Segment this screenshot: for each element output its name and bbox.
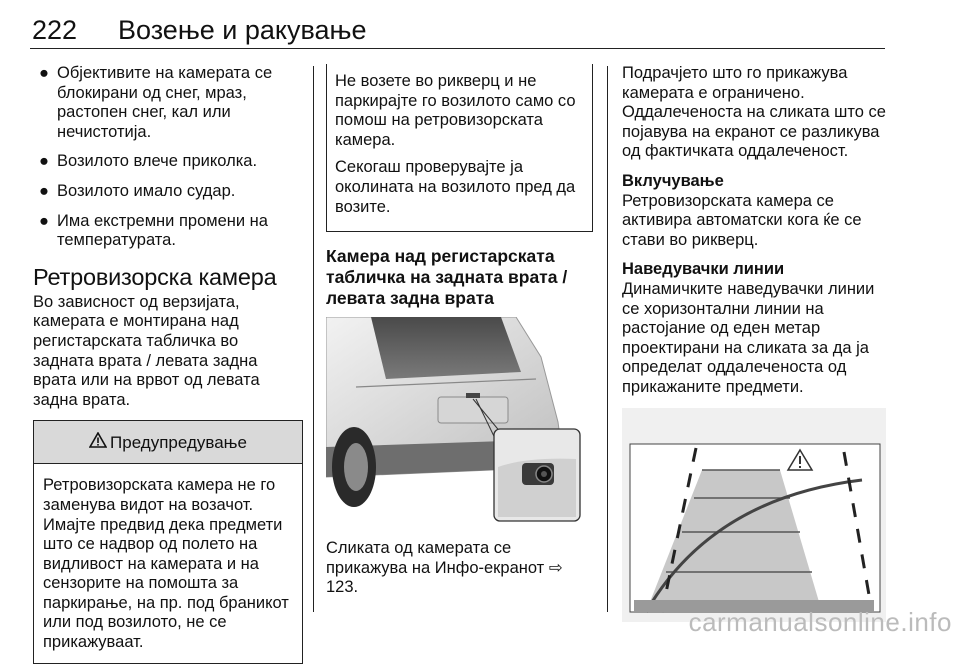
intro-paragraph: Во зависност од верзијата, камерата е монтирана над регистарската табличка во задната врата / левата задна врата или на врвот од левата задна врата.	[33, 292, 260, 409]
list-item: ● Објективите на камерата се блокирани од снег, мраз, растопен снег, кал или нечистотија.	[39, 64, 273, 141]
column-3	[622, 64, 892, 622]
bullet-icon: ●	[39, 211, 49, 230]
guideline-display-illustration	[622, 408, 886, 622]
guidelines-heading: Наведувачки линии	[622, 260, 785, 279]
warning-box	[33, 420, 303, 663]
warning-header	[34, 421, 302, 464]
paragraph: Подрачјето што го прикажува камерата е ограничено. Оддалеченоста на сликата што се појавува на екранот се разликува од фактичката оддалеченост.	[622, 64, 886, 161]
page-title: Возење и ракување	[118, 15, 367, 45]
column-2	[326, 64, 596, 608]
bullet-icon: ●	[39, 64, 49, 82]
activation-paragraph: Ретровизорската камера се активира автоматски кога ќе се стави во рикверц.	[622, 191, 862, 249]
list-item: ● Возилото влече приколка.	[39, 152, 258, 171]
warning-box-continued	[326, 64, 593, 232]
bullet-icon: ●	[39, 152, 49, 171]
note-paragraph: Секогаш проверувајте ја околината на возилото пред да возите.	[335, 158, 576, 216]
page-reference-icon: ⇨	[548, 558, 563, 577]
column-divider	[607, 66, 608, 612]
section-title: Ретровизорска камера	[33, 263, 277, 290]
note-paragraph: Не возете во рикверц и не паркирајте го возилото само со помош на ретровизорската камера.	[335, 72, 576, 149]
warning-text: Ретровизорската камера не го заменува видот на возачот. Имајте предвид дека предмети што се надвор од полето на видливост на камерата и на сензорите на помошта за паркирање, на пр. под браникот или под возилото, не се прикажуваат.	[43, 476, 289, 652]
condition-list	[33, 64, 303, 251]
bullet-icon: ●	[39, 181, 49, 200]
list-item: ● Има екстремни промени на температурата.	[39, 211, 268, 250]
activation-heading: Вклучување	[622, 171, 724, 190]
subsection-title: Камера над регистарската табличка на задната врата / левата задна врата	[326, 246, 568, 309]
column-1	[33, 64, 303, 664]
warning-title: Предупредување	[110, 432, 247, 452]
guidelines-paragraph: Динамичките наведувачки линии се хоризонтални линии на растојание од еден метар проектирани на сликата за да ја определат оддалеченоста од прикажаните предмети.	[622, 279, 875, 396]
warning-triangle-icon	[89, 432, 107, 453]
page-header	[30, 14, 885, 49]
page-number: 222	[32, 15, 78, 45]
list-item: ● Возилото имало судар.	[39, 181, 236, 200]
watermark: carmanualsonline.info	[688, 607, 952, 637]
column-divider	[313, 66, 314, 612]
image-caption: Сликата од камерата се прикажува на Инфо-екранот ⇨ 123.	[326, 539, 563, 597]
tailgate-camera-illustration	[326, 317, 582, 527]
